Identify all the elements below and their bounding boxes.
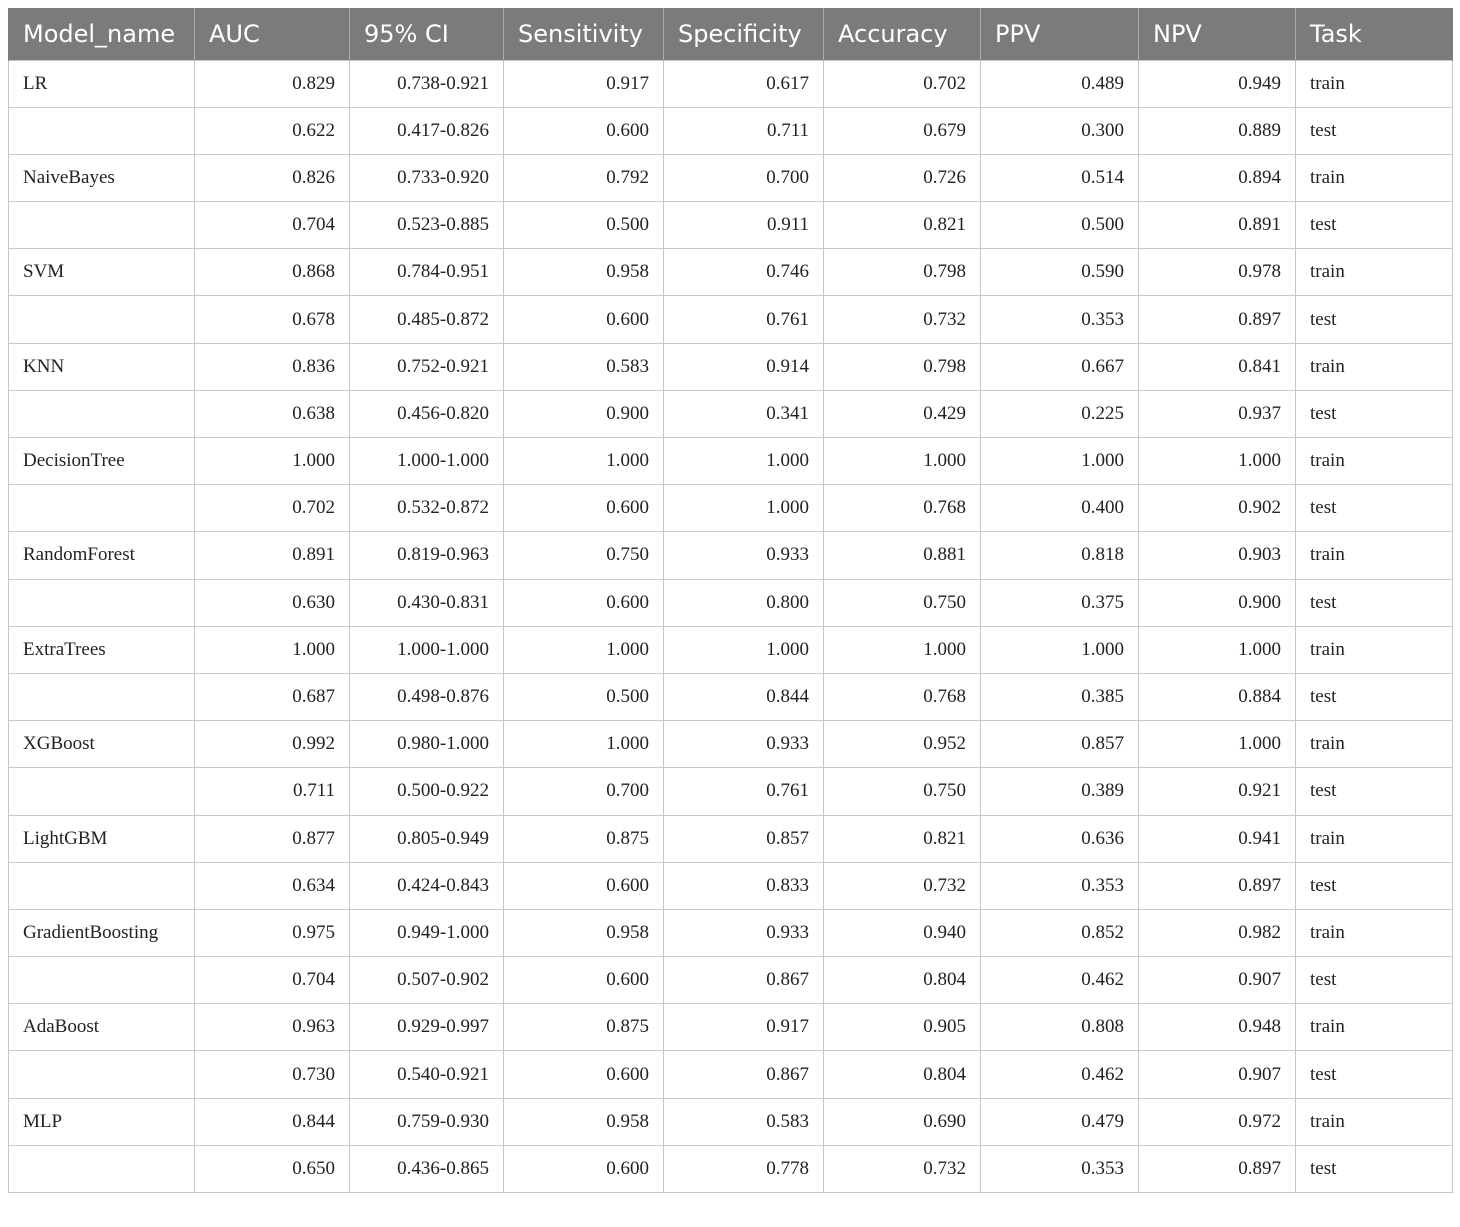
cell-npv: 0.972: [1139, 1098, 1296, 1145]
cell-ppv: 0.590: [981, 249, 1139, 296]
cell-npv: 0.889: [1139, 107, 1296, 154]
cell-model-name: [9, 768, 195, 815]
cell-95-ci: 0.424-0.843: [350, 862, 504, 909]
cell-95-ci: 0.456-0.820: [350, 390, 504, 437]
cell-model-name: [9, 485, 195, 532]
column-header-accuracy: Accuracy: [824, 8, 981, 60]
cell-specificity: 1.000: [664, 438, 824, 485]
cell-ppv: 0.636: [981, 815, 1139, 862]
cell-auc: 0.836: [195, 343, 350, 390]
cell-95-ci: 0.752-0.921: [350, 343, 504, 390]
table-row: [9, 60, 1453, 107]
cell-npv: 0.841: [1139, 343, 1296, 390]
cell-auc: 0.992: [195, 721, 350, 768]
cell-sensitivity: 1.000: [504, 438, 664, 485]
cell-ppv: 0.375: [981, 579, 1139, 626]
cell-task: test: [1296, 768, 1453, 815]
cell-accuracy: 0.768: [824, 673, 981, 720]
cell-95-ci: 0.949-1.000: [350, 909, 504, 956]
cell-accuracy: 0.750: [824, 579, 981, 626]
cell-sensitivity: 0.958: [504, 1098, 664, 1145]
cell-sensitivity: 0.875: [504, 1004, 664, 1051]
cell-95-ci: 0.507-0.902: [350, 957, 504, 1004]
cell-specificity: 0.341: [664, 390, 824, 437]
cell-sensitivity: 0.600: [504, 957, 664, 1004]
cell-task: test: [1296, 296, 1453, 343]
cell-model-name: [9, 862, 195, 909]
column-header-specificity: Specificity: [664, 8, 824, 60]
table-row: [9, 957, 1453, 1004]
cell-95-ci: 1.000-1.000: [350, 626, 504, 673]
table-row: [9, 154, 1453, 201]
cell-model-name: [9, 390, 195, 437]
cell-model-name: NaiveBayes: [9, 154, 195, 201]
cell-specificity: 0.933: [664, 532, 824, 579]
cell-sensitivity: 0.600: [504, 296, 664, 343]
cell-sensitivity: 0.917: [504, 60, 664, 107]
cell-npv: 1.000: [1139, 438, 1296, 485]
cell-sensitivity: 0.792: [504, 154, 664, 201]
cell-specificity: 0.911: [664, 202, 824, 249]
table-row: [9, 909, 1453, 956]
cell-accuracy: 0.804: [824, 1051, 981, 1098]
cell-auc: 0.877: [195, 815, 350, 862]
cell-sensitivity: 0.600: [504, 862, 664, 909]
cell-ppv: 0.514: [981, 154, 1139, 201]
cell-npv: 0.897: [1139, 1145, 1296, 1192]
cell-auc: 0.963: [195, 1004, 350, 1051]
cell-specificity: 0.617: [664, 60, 824, 107]
cell-npv: 0.949: [1139, 60, 1296, 107]
table-row: [9, 721, 1453, 768]
cell-auc: 0.711: [195, 768, 350, 815]
cell-auc: 1.000: [195, 438, 350, 485]
cell-model-name: [9, 579, 195, 626]
cell-auc: 0.826: [195, 154, 350, 201]
cell-npv: 0.941: [1139, 815, 1296, 862]
cell-auc: 0.634: [195, 862, 350, 909]
cell-task: train: [1296, 909, 1453, 956]
cell-sensitivity: 0.700: [504, 768, 664, 815]
table-row: [9, 296, 1453, 343]
cell-model-name: RandomForest: [9, 532, 195, 579]
cell-task: test: [1296, 202, 1453, 249]
cell-sensitivity: 0.750: [504, 532, 664, 579]
cell-95-ci: 0.819-0.963: [350, 532, 504, 579]
cell-task: test: [1296, 862, 1453, 909]
cell-auc: 0.638: [195, 390, 350, 437]
cell-sensitivity: 0.600: [504, 485, 664, 532]
cell-sensitivity: 0.583: [504, 343, 664, 390]
cell-auc: 0.868: [195, 249, 350, 296]
cell-model-name: [9, 673, 195, 720]
cell-95-ci: 0.436-0.865: [350, 1145, 504, 1192]
cell-task: train: [1296, 1004, 1453, 1051]
cell-npv: 0.897: [1139, 862, 1296, 909]
cell-95-ci: 0.485-0.872: [350, 296, 504, 343]
cell-task: test: [1296, 485, 1453, 532]
cell-model-name: LightGBM: [9, 815, 195, 862]
cell-accuracy: 0.690: [824, 1098, 981, 1145]
cell-95-ci: 0.430-0.831: [350, 579, 504, 626]
cell-sensitivity: 0.500: [504, 202, 664, 249]
cell-specificity: 0.933: [664, 909, 824, 956]
cell-ppv: 0.667: [981, 343, 1139, 390]
cell-accuracy: 0.821: [824, 815, 981, 862]
table-row: [9, 626, 1453, 673]
cell-accuracy: 1.000: [824, 626, 981, 673]
cell-specificity: 0.700: [664, 154, 824, 201]
cell-accuracy: 0.732: [824, 862, 981, 909]
cell-accuracy: 0.952: [824, 721, 981, 768]
cell-specificity: 0.761: [664, 296, 824, 343]
cell-accuracy: 0.768: [824, 485, 981, 532]
cell-model-name: GradientBoosting: [9, 909, 195, 956]
cell-specificity: 1.000: [664, 485, 824, 532]
cell-task: test: [1296, 1051, 1453, 1098]
table-row: [9, 1051, 1453, 1098]
table-row: [9, 343, 1453, 390]
cell-accuracy: 0.905: [824, 1004, 981, 1051]
table-row: [9, 862, 1453, 909]
cell-ppv: 0.353: [981, 296, 1139, 343]
cell-model-name: XGBoost: [9, 721, 195, 768]
cell-model-name: [9, 1051, 195, 1098]
table-header: [9, 8, 1453, 60]
cell-accuracy: 0.940: [824, 909, 981, 956]
cell-npv: 0.937: [1139, 390, 1296, 437]
cell-specificity: 0.914: [664, 343, 824, 390]
cell-ppv: 0.389: [981, 768, 1139, 815]
cell-specificity: 0.583: [664, 1098, 824, 1145]
cell-ppv: 0.353: [981, 862, 1139, 909]
cell-npv: 0.900: [1139, 579, 1296, 626]
cell-95-ci: 0.738-0.921: [350, 60, 504, 107]
cell-auc: 0.630: [195, 579, 350, 626]
column-header-model-name: Model_name: [9, 8, 195, 60]
cell-ppv: 1.000: [981, 626, 1139, 673]
cell-95-ci: 0.929-0.997: [350, 1004, 504, 1051]
cell-npv: 0.982: [1139, 909, 1296, 956]
cell-95-ci: 0.523-0.885: [350, 202, 504, 249]
cell-accuracy: 0.798: [824, 343, 981, 390]
cell-ppv: 0.489: [981, 60, 1139, 107]
cell-ppv: 0.818: [981, 532, 1139, 579]
cell-sensitivity: 0.958: [504, 909, 664, 956]
cell-auc: 0.702: [195, 485, 350, 532]
cell-95-ci: 0.784-0.951: [350, 249, 504, 296]
cell-sensitivity: 1.000: [504, 626, 664, 673]
table-row: [9, 1098, 1453, 1145]
cell-model-name: MLP: [9, 1098, 195, 1145]
cell-task: train: [1296, 1098, 1453, 1145]
cell-model-name: ExtraTrees: [9, 626, 195, 673]
cell-95-ci: 0.733-0.920: [350, 154, 504, 201]
cell-sensitivity: 0.600: [504, 107, 664, 154]
cell-95-ci: 0.980-1.000: [350, 721, 504, 768]
cell-task: train: [1296, 532, 1453, 579]
cell-model-name: DecisionTree: [9, 438, 195, 485]
cell-auc: 0.704: [195, 957, 350, 1004]
cell-accuracy: 0.702: [824, 60, 981, 107]
cell-model-name: LR: [9, 60, 195, 107]
table-row: [9, 249, 1453, 296]
cell-auc: 0.891: [195, 532, 350, 579]
cell-npv: 0.884: [1139, 673, 1296, 720]
table-row: [9, 579, 1453, 626]
cell-sensitivity: 0.600: [504, 1145, 664, 1192]
cell-95-ci: 1.000-1.000: [350, 438, 504, 485]
cell-npv: 0.902: [1139, 485, 1296, 532]
column-header-sensitivity: Sensitivity: [504, 8, 664, 60]
cell-95-ci: 0.540-0.921: [350, 1051, 504, 1098]
cell-task: test: [1296, 957, 1453, 1004]
cell-specificity: 0.800: [664, 579, 824, 626]
cell-task: test: [1296, 390, 1453, 437]
cell-model-name: [9, 1145, 195, 1192]
cell-model-name: SVM: [9, 249, 195, 296]
cell-model-name: [9, 202, 195, 249]
cell-npv: 0.921: [1139, 768, 1296, 815]
cell-ppv: 0.225: [981, 390, 1139, 437]
cell-ppv: 0.353: [981, 1145, 1139, 1192]
cell-accuracy: 0.429: [824, 390, 981, 437]
cell-95-ci: 0.532-0.872: [350, 485, 504, 532]
cell-ppv: 0.808: [981, 1004, 1139, 1051]
cell-accuracy: 1.000: [824, 438, 981, 485]
cell-ppv: 0.479: [981, 1098, 1139, 1145]
cell-ppv: 0.385: [981, 673, 1139, 720]
cell-95-ci: 0.500-0.922: [350, 768, 504, 815]
column-header-auc: AUC: [195, 8, 350, 60]
cell-accuracy: 0.798: [824, 249, 981, 296]
cell-ppv: 0.857: [981, 721, 1139, 768]
cell-ppv: 1.000: [981, 438, 1139, 485]
column-header-95-ci: 95% CI: [350, 8, 504, 60]
cell-sensitivity: 0.900: [504, 390, 664, 437]
cell-95-ci: 0.498-0.876: [350, 673, 504, 720]
cell-accuracy: 0.804: [824, 957, 981, 1004]
cell-npv: 1.000: [1139, 626, 1296, 673]
cell-specificity: 0.711: [664, 107, 824, 154]
table-row: [9, 485, 1453, 532]
cell-specificity: 0.833: [664, 862, 824, 909]
cell-task: test: [1296, 1145, 1453, 1192]
cell-npv: 0.894: [1139, 154, 1296, 201]
cell-specificity: 0.867: [664, 1051, 824, 1098]
cell-specificity: 0.761: [664, 768, 824, 815]
cell-specificity: 0.844: [664, 673, 824, 720]
cell-auc: 1.000: [195, 626, 350, 673]
cell-sensitivity: 0.600: [504, 579, 664, 626]
table-row: [9, 768, 1453, 815]
table-row: [9, 107, 1453, 154]
cell-auc: 0.622: [195, 107, 350, 154]
cell-task: test: [1296, 579, 1453, 626]
cell-ppv: 0.300: [981, 107, 1139, 154]
cell-sensitivity: 0.958: [504, 249, 664, 296]
column-header-npv: NPV: [1139, 8, 1296, 60]
cell-auc: 0.678: [195, 296, 350, 343]
cell-ppv: 0.852: [981, 909, 1139, 956]
cell-npv: 0.907: [1139, 1051, 1296, 1098]
cell-auc: 0.687: [195, 673, 350, 720]
cell-model-name: AdaBoost: [9, 1004, 195, 1051]
header-row: [9, 8, 1453, 60]
cell-specificity: 0.778: [664, 1145, 824, 1192]
cell-task: train: [1296, 249, 1453, 296]
table-body: [9, 60, 1453, 1193]
table-row: [9, 815, 1453, 862]
cell-npv: 1.000: [1139, 721, 1296, 768]
column-header-ppv: PPV: [981, 8, 1139, 60]
cell-task: test: [1296, 673, 1453, 720]
cell-accuracy: 0.679: [824, 107, 981, 154]
cell-specificity: 0.746: [664, 249, 824, 296]
cell-npv: 0.903: [1139, 532, 1296, 579]
cell-auc: 0.975: [195, 909, 350, 956]
cell-task: train: [1296, 815, 1453, 862]
cell-sensitivity: 0.600: [504, 1051, 664, 1098]
cell-npv: 0.948: [1139, 1004, 1296, 1051]
table-row: [9, 1145, 1453, 1192]
table-row: [9, 532, 1453, 579]
cell-model-name: [9, 107, 195, 154]
cell-sensitivity: 0.500: [504, 673, 664, 720]
cell-task: train: [1296, 438, 1453, 485]
cell-specificity: 0.933: [664, 721, 824, 768]
cell-model-name: KNN: [9, 343, 195, 390]
cell-task: test: [1296, 107, 1453, 154]
cell-accuracy: 0.732: [824, 296, 981, 343]
cell-accuracy: 0.881: [824, 532, 981, 579]
table-row: [9, 438, 1453, 485]
cell-specificity: 0.857: [664, 815, 824, 862]
cell-accuracy: 0.821: [824, 202, 981, 249]
cell-task: train: [1296, 343, 1453, 390]
metrics-table-container: [8, 8, 1452, 1193]
table-row: [9, 673, 1453, 720]
cell-npv: 0.891: [1139, 202, 1296, 249]
table-row: [9, 202, 1453, 249]
cell-sensitivity: 0.875: [504, 815, 664, 862]
cell-task: train: [1296, 60, 1453, 107]
cell-accuracy: 0.750: [824, 768, 981, 815]
cell-task: train: [1296, 154, 1453, 201]
cell-auc: 0.650: [195, 1145, 350, 1192]
cell-auc: 0.829: [195, 60, 350, 107]
cell-auc: 0.730: [195, 1051, 350, 1098]
cell-task: train: [1296, 721, 1453, 768]
column-header-task: Task: [1296, 8, 1453, 60]
cell-ppv: 0.462: [981, 957, 1139, 1004]
cell-95-ci: 0.759-0.930: [350, 1098, 504, 1145]
cell-95-ci: 0.805-0.949: [350, 815, 504, 862]
cell-auc: 0.844: [195, 1098, 350, 1145]
cell-model-name: [9, 957, 195, 1004]
cell-specificity: 0.917: [664, 1004, 824, 1051]
cell-ppv: 0.462: [981, 1051, 1139, 1098]
cell-npv: 0.978: [1139, 249, 1296, 296]
table-row: [9, 390, 1453, 437]
cell-ppv: 0.400: [981, 485, 1139, 532]
cell-npv: 0.897: [1139, 296, 1296, 343]
table-row: [9, 1004, 1453, 1051]
cell-95-ci: 0.417-0.826: [350, 107, 504, 154]
cell-auc: 0.704: [195, 202, 350, 249]
cell-sensitivity: 1.000: [504, 721, 664, 768]
cell-accuracy: 0.726: [824, 154, 981, 201]
cell-specificity: 0.867: [664, 957, 824, 1004]
cell-task: train: [1296, 626, 1453, 673]
cell-npv: 0.907: [1139, 957, 1296, 1004]
cell-accuracy: 0.732: [824, 1145, 981, 1192]
model-metrics-table: [8, 8, 1453, 1193]
cell-model-name: [9, 296, 195, 343]
cell-specificity: 1.000: [664, 626, 824, 673]
cell-ppv: 0.500: [981, 202, 1139, 249]
